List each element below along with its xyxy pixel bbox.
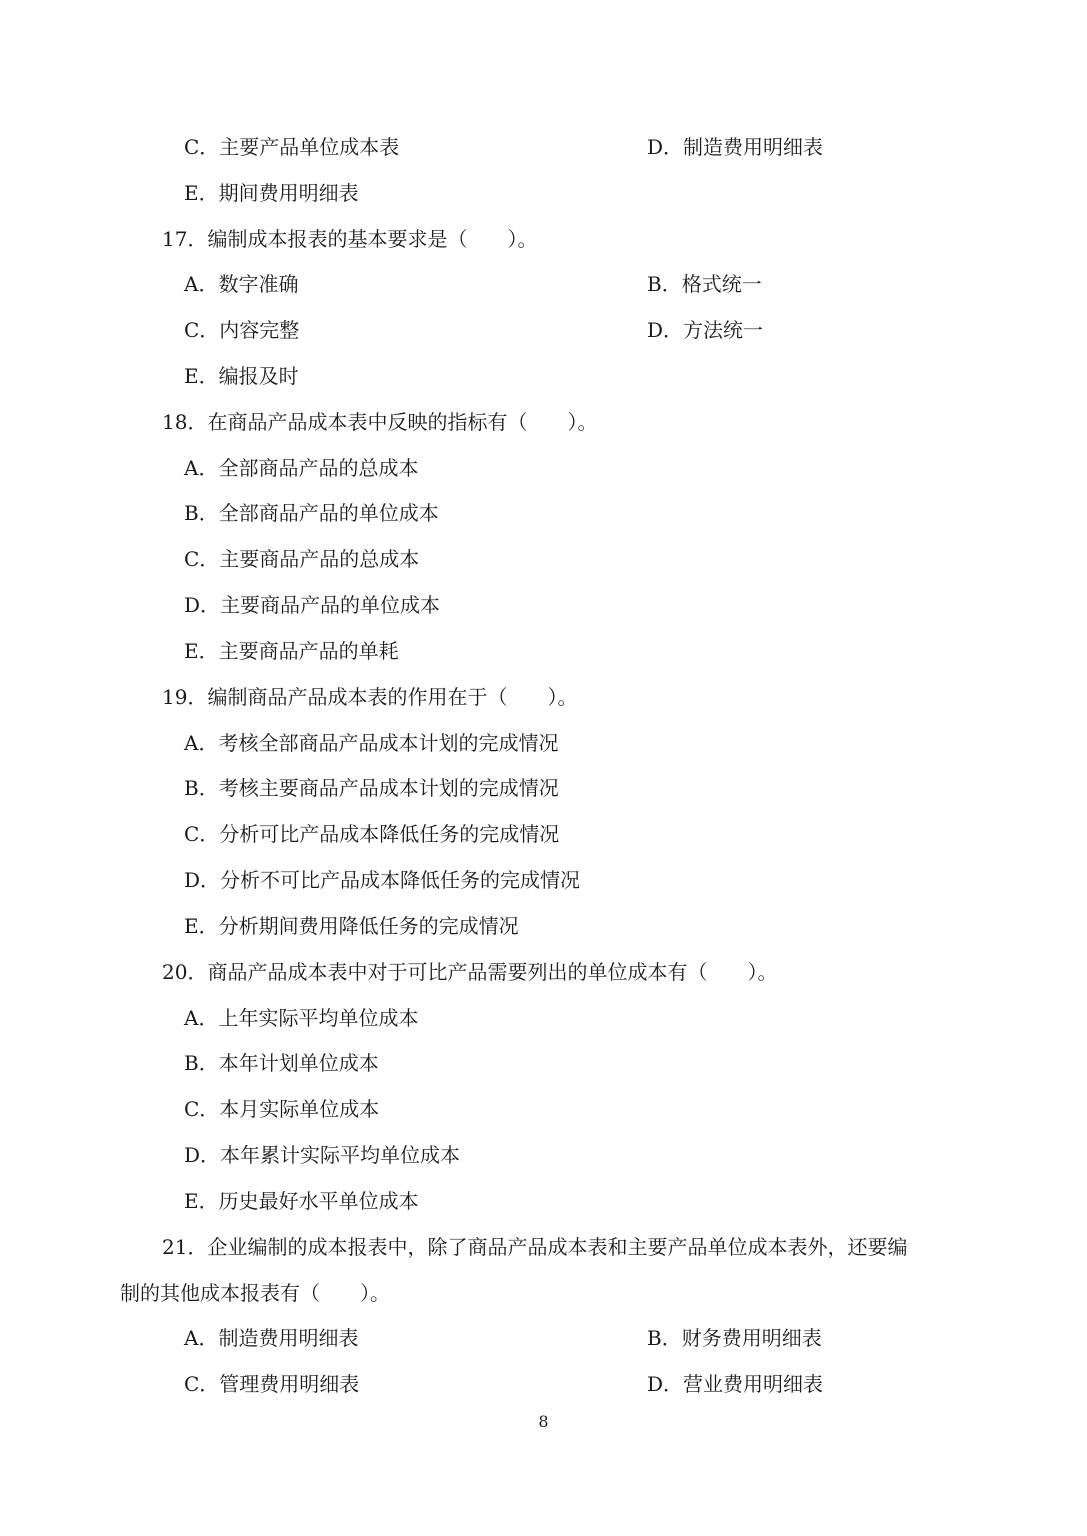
option-text: E．主要商品产品的单耗 [184, 639, 399, 663]
option-text: D．制造费用明细表 [647, 135, 824, 159]
question-stem: 20．商品产品成本表中对于可比产品需要列出的单位成本有（ ）。 [162, 960, 778, 984]
question-stem: 19．编制商品产品成本表的作用在于（ ）。 [162, 685, 578, 709]
option-text: A．上年实际平均单位成本 [184, 1006, 419, 1030]
option-text: C．本月实际单位成本 [184, 1097, 380, 1121]
option-text: C．分析可比产品成本降低任务的完成情况 [184, 822, 560, 846]
question-stem: 21．企业编制的成本报表中，除了商品产品成本表和主要产品单位成本表外，还要编 [162, 1235, 908, 1259]
option-text: B．财务费用明细表 [647, 1326, 822, 1350]
option-text: A．制造费用明细表 [184, 1326, 359, 1350]
question-stem: 18．在商品产品成本表中反映的指标有（ ）。 [162, 410, 598, 434]
option-text: E．分析期间费用降低任务的完成情况 [184, 914, 519, 938]
option-text: B．本年计划单位成本 [184, 1051, 379, 1075]
option-text: D．营业费用明细表 [647, 1372, 824, 1396]
option-text: D．方法统一 [647, 318, 764, 342]
option-text: A．考核全部商品产品成本计划的完成情况 [184, 731, 559, 755]
option-text: E．期间费用明细表 [184, 181, 359, 205]
option-text: E．编报及时 [184, 364, 299, 388]
option-text: B．全部商品产品的单位成本 [184, 501, 439, 525]
question-stem-continuation: 制的其他成本报表有（ ）。 [120, 1281, 390, 1305]
option-text: B．格式统一 [647, 272, 762, 296]
option-text: A．全部商品产品的总成本 [184, 456, 419, 480]
option-text: C．主要产品单位成本表 [184, 135, 400, 159]
question-stem: 17．编制成本报表的基本要求是（ ）。 [162, 227, 538, 251]
option-text: E．历史最好水平单位成本 [184, 1189, 419, 1213]
option-text: D．分析不可比产品成本降低任务的完成情况 [184, 868, 581, 892]
option-text: B．考核主要商品产品成本计划的完成情况 [184, 776, 559, 800]
option-text: C．主要商品产品的总成本 [184, 547, 420, 571]
option-text: D．主要商品产品的单位成本 [184, 593, 441, 617]
option-text: D．本年累计实际平均单位成本 [184, 1143, 461, 1167]
option-text: C．内容完整 [184, 318, 300, 342]
option-text: C．管理费用明细表 [184, 1372, 360, 1396]
option-text: A．数字准确 [184, 272, 299, 296]
page-number: 8 [538, 1412, 549, 1431]
